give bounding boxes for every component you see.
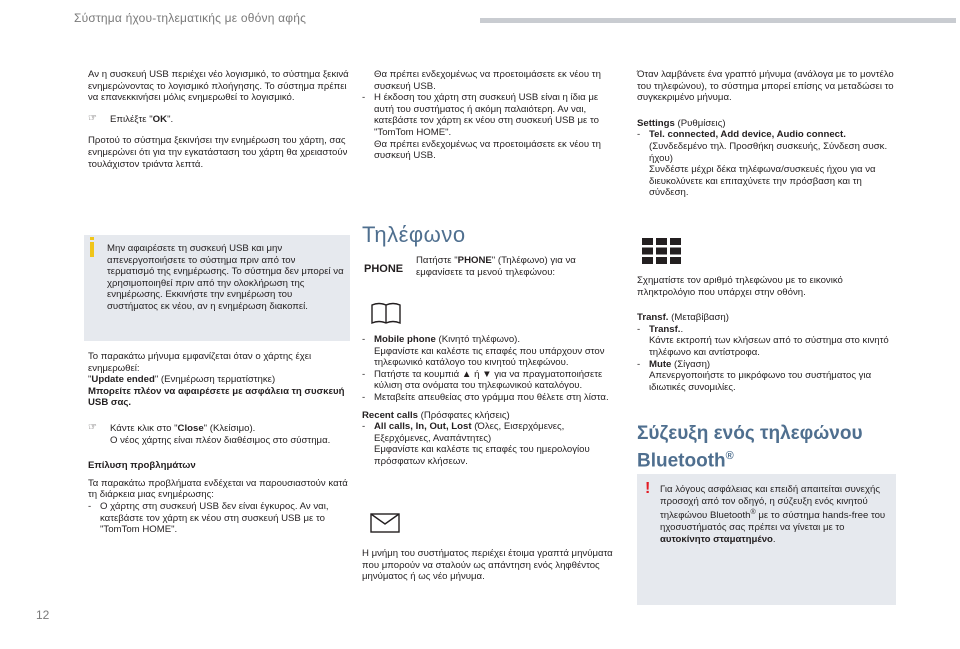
section-label: Recent calls (Πρόσφατες κλήσεις) bbox=[362, 409, 510, 421]
list-item-desc: (Συνδεδεμένο τηλ. Προσθήκη συσκευής, Σύνδεση συσκ. ήχου) bbox=[649, 140, 888, 164]
list-item: - Πατήστε τα κουμπιά ▲ ή ▼ για να πραγματοποιήσετε κύλιση στα ονόματα του τηλεφωνικού καταλόγου. bbox=[362, 369, 620, 392]
list-item-desc: Απενεργοποιήστε το μικρόφωνο του συστήματος για ιδιωτικές συνομιλίες. bbox=[649, 370, 872, 393]
phone-button-icon: PHONE bbox=[364, 263, 404, 275]
keypad-icon bbox=[642, 238, 682, 264]
list-item: - Ο χάρτης στη συσκευή USB δεν είναι έγκυρος. Αν ναι, κατεβάστε τον χάρτη εκ νέου στη συσκευή USB με το "TomTom HOME". bbox=[88, 501, 350, 536]
arrow-icon: ☞ bbox=[88, 421, 97, 433]
down-arrow-icon: ▼ bbox=[482, 368, 492, 380]
list-item-desc: Κάντε εκτροπή των κλήσεων από το σύστημα στο κινητό τηλέφωνο και αντίστροφα. bbox=[649, 335, 889, 358]
page-header-title: Σύστημα ήχου-τηλεματικής με οθόνη αφής bbox=[74, 11, 307, 25]
column-2-phone-list bbox=[362, 334, 620, 468]
up-arrow-icon: ▲ bbox=[461, 368, 472, 380]
paragraph: Όταν λαμβάνετε ένα γραπτό μήνυμα (ανάλογα με το μοντέλο του τηλεφώνου), το σύστημα μπορεί επίσης να μεταδώσει το συγκεκριμένο μήνυμα. bbox=[637, 69, 894, 104]
page-number: 12 bbox=[36, 608, 50, 622]
contacts-book-icon bbox=[370, 300, 402, 326]
list-item: - Mute (Σίγαση) bbox=[637, 359, 895, 371]
column-2 bbox=[362, 69, 620, 162]
instruction-step: ☞ Κάντε κλικ στο "Close" (Κλείσιμο). bbox=[88, 421, 256, 434]
update-message-bold: Μπορείτε πλέον να αφαιρέσετε με ασφάλεια τη συσκευή USB σας. bbox=[88, 385, 345, 409]
list-item: - Mobile phone (Κινητό τηλέφωνο). bbox=[362, 334, 620, 346]
list-item: - Μεταβείτε απευθείας στο γράμμα που θέλετε στη λίστα. bbox=[362, 392, 620, 404]
paragraph: Η μνήμη του συστήματος περιέχει έτοιμα γραπτά μηνύματα που μπορούν να σταλούν ως απάντηση ενός ληφθέντος μηνύματος ή ως νέο μήνυμα. bbox=[362, 548, 613, 583]
section-heading-bluetooth: Σύζευξη ενός τηλεφώνου Bluetooth® bbox=[637, 423, 863, 472]
section-label: Settings (Ρυθμίσεις) bbox=[637, 117, 726, 129]
paragraph: Τα παρακάτω προβλήματα ενδέχεται να παρουσιαστούν κατά τη διάρκεια μιας ενημέρωσης: bbox=[88, 477, 348, 501]
list-item-desc: Εμφανίστε και καλέστε τις επαφές που υπάρχουν στον τηλεφωνικό κατάλογο του κινητού τηλεφώνου. bbox=[374, 345, 605, 369]
list-item: - Tel. connected, Add device, Audio connect. bbox=[637, 129, 895, 141]
list-item-continuation: Θα πρέπει ενδεχομένως να προετοιμάσετε εκ νέου τη συσκευή USB. bbox=[374, 138, 601, 162]
column-3 bbox=[637, 69, 895, 199]
warning-text: Για λόγους ασφάλειας και επειδή απαιτείται συνεχής προσοχή από τον οδηγό, η σύζευξη ενός κινητού τηλεφώνου Bluetooth® με το σύστημα hands-free του ηχοσυστήματός σας πρέπει να γίνεται με το αυτοκίνητο σταματημένο. bbox=[660, 484, 886, 545]
column-1 bbox=[88, 69, 350, 170]
list-item: - Η έκδοση του χάρτη στη συσκευή USB είναι η ίδια με αυτή του συστήματος ή ακόμη παλαιότερη. Αν ναι, κατεβάστε τον χάρτη εκ νέου στη συσκευή USB με το "TomTom HOME". bbox=[362, 92, 620, 138]
warning-box bbox=[637, 474, 896, 605]
arrow-icon: ☞ bbox=[88, 112, 97, 124]
header-bar bbox=[480, 18, 956, 23]
paragraph: Αν η συσκευή USB περιέχει νέο λογισμικό, το σύστημα ξεκινά ενημερώνοντας το λογισμικό πλοήγησης. Το σύστημα πρέπει να επανεκκινήσει μόλις ενημερωθεί το λογισμικό. bbox=[88, 69, 349, 104]
column-3-keypad bbox=[637, 275, 895, 393]
phone-instruction: Πατήστε "PHONE" (Τηλέφωνο) για να εμφανίσετε τα μενού τηλεφώνου: bbox=[416, 255, 576, 278]
warning-icon: ! bbox=[645, 480, 651, 497]
paragraph: Σχηματίστε τον αριθμό τηλεφώνου με το εικονικό πληκτρολόγιο που υπάρχει στην οθόνη. bbox=[637, 275, 843, 298]
info-icon-dot bbox=[90, 237, 94, 240]
message-envelope-icon bbox=[369, 512, 401, 534]
info-icon bbox=[90, 242, 94, 257]
section-label: Transf. (Μεταβίβαση) bbox=[637, 312, 729, 324]
info-box bbox=[84, 235, 350, 341]
list-item: - Transf.. bbox=[637, 324, 895, 336]
list-item: - All calls, In, Out, Lost (Όλες, Εισερχόμενες, Εξερχόμενες, Αναπάντητες) bbox=[362, 421, 620, 444]
section-title: Επίλυση προβλημάτων bbox=[88, 460, 196, 472]
column-1-lower bbox=[88, 351, 350, 536]
paragraph: Προτού το σύστημα ξεκινήσει την ενημέρωση του χάρτη, σας ενημερώνει ότι για την εγκατάσταση του χάρτη θα χρειαστούν τουλάχιστον τριάντα λεπτά. bbox=[88, 135, 348, 170]
instruction-step: ☞ Επιλέξτε "OK". bbox=[88, 112, 174, 125]
info-text: Μην αφαιρέσετε τη συσκευή USB και μην απενεργοποιήσετε το σύστημα πριν από τον τερματισμό της ενημέρωσης. Το σύστημα δεν μπορεί να χρησιμοποιηθεί πριν από την ολοκλήρωση της ενημέρωσης. Εκκινήστε την ενημέρωση του συστήματος εκ νέου, αν η ενημέρωση διακοπεί. bbox=[107, 243, 344, 312]
list-item-desc: Εμφανίστε και καλέστε τις επαφές του ημερολογίου πρόσφατων κλήσεων. bbox=[374, 444, 590, 467]
section-heading-phone: Τηλέφωνο bbox=[362, 222, 466, 247]
instruction-step-line: Ο νέος χάρτης είναι πλέον διαθέσιμος στο σύστημα. bbox=[110, 434, 331, 446]
update-message: "Update ended" (Ενημέρωση τερματίστηκε) bbox=[88, 374, 276, 386]
list-item-continuation: Θα πρέπει ενδεχομένως να προετοιμάσετε εκ νέου τη συσκευή USB. bbox=[374, 69, 601, 92]
list-item-desc: Συνδέστε μέχρι δέκα τηλέφωνα/συσκευές ήχου για να διευκολύνετε και επιταχύνετε την πρόσβαση και τη σύνδεση. bbox=[649, 164, 876, 199]
column-2-memory bbox=[362, 548, 620, 583]
paragraph: Το παρακάτω μήνυμα εμφανίζεται όταν ο χάρτης έχει ενημερωθεί: bbox=[88, 351, 312, 374]
